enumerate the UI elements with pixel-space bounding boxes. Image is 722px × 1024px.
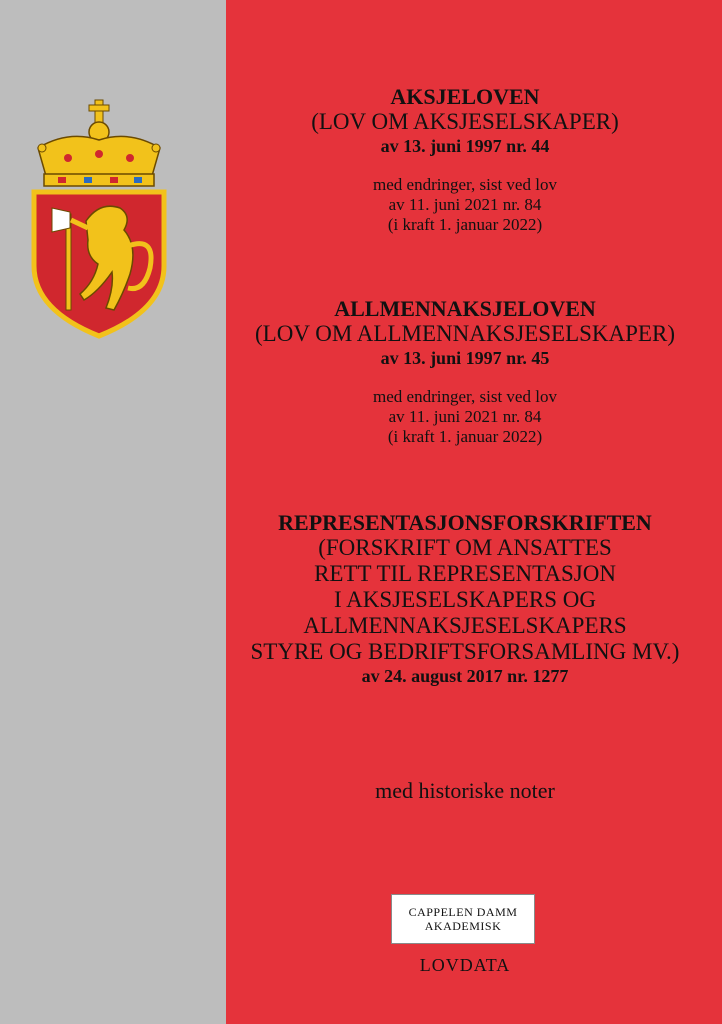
law2-amend-line2: av 11. juni 2021 nr. 84	[388, 407, 542, 426]
publisher-logo	[391, 894, 535, 944]
law1-amend-line3: (i kraft 1. januar 2022)	[387, 215, 543, 234]
law1-section	[210, 84, 720, 235]
regulation-line: (FORSKRIFT OM ANSATTES	[318, 535, 612, 560]
law2-title: ALLMENNAKSJELOVEN	[334, 296, 596, 321]
law2-section	[210, 296, 720, 447]
norwegian-coat-of-arms-icon	[28, 96, 170, 340]
law1-amend-line2: av 11. juni 2021 nr. 84	[388, 195, 542, 214]
regulation-line: I AKSJESELSKAPERS OG	[334, 587, 596, 612]
regulation-line: STYRE OG BEDRIFTSFORSAMLING MV.)	[250, 639, 680, 664]
law1-amend-line1: med endringer, sist ved lov	[373, 175, 557, 194]
historical-notes-label: med historiske noter	[375, 778, 555, 803]
regulation-section	[210, 510, 720, 687]
publisher-line2: AKADEMISK	[424, 919, 502, 933]
law2-amend-line3: (i kraft 1. januar 2022)	[387, 427, 543, 446]
publisher-line1: CAPPELEN DAMM	[408, 905, 518, 919]
regulation-line: ALLMENNAKSJESELSKAPERS	[303, 613, 627, 638]
law1-subtitle: (LOV OM AKSJESELSKAPER)	[311, 109, 619, 134]
lovdata-label: LOVDATA	[419, 955, 511, 975]
regulation-line: RETT TIL REPRESENTASJON	[314, 561, 616, 586]
regulation-title: REPRESENTASJONSFORSKRIFTEN	[278, 510, 652, 535]
law1-title: AKSJELOVEN	[390, 84, 540, 109]
law2-date: av 13. juni 1997 nr. 45	[380, 348, 550, 368]
law2-subtitle: (LOV OM ALLMENNAKSJESELSKAPER)	[255, 321, 675, 346]
law2-amend-line1: med endringer, sist ved lov	[373, 387, 557, 406]
law1-date: av 13. juni 1997 nr. 44	[380, 136, 550, 156]
regulation-date: av 24. august 2017 nr. 1277	[361, 666, 569, 686]
